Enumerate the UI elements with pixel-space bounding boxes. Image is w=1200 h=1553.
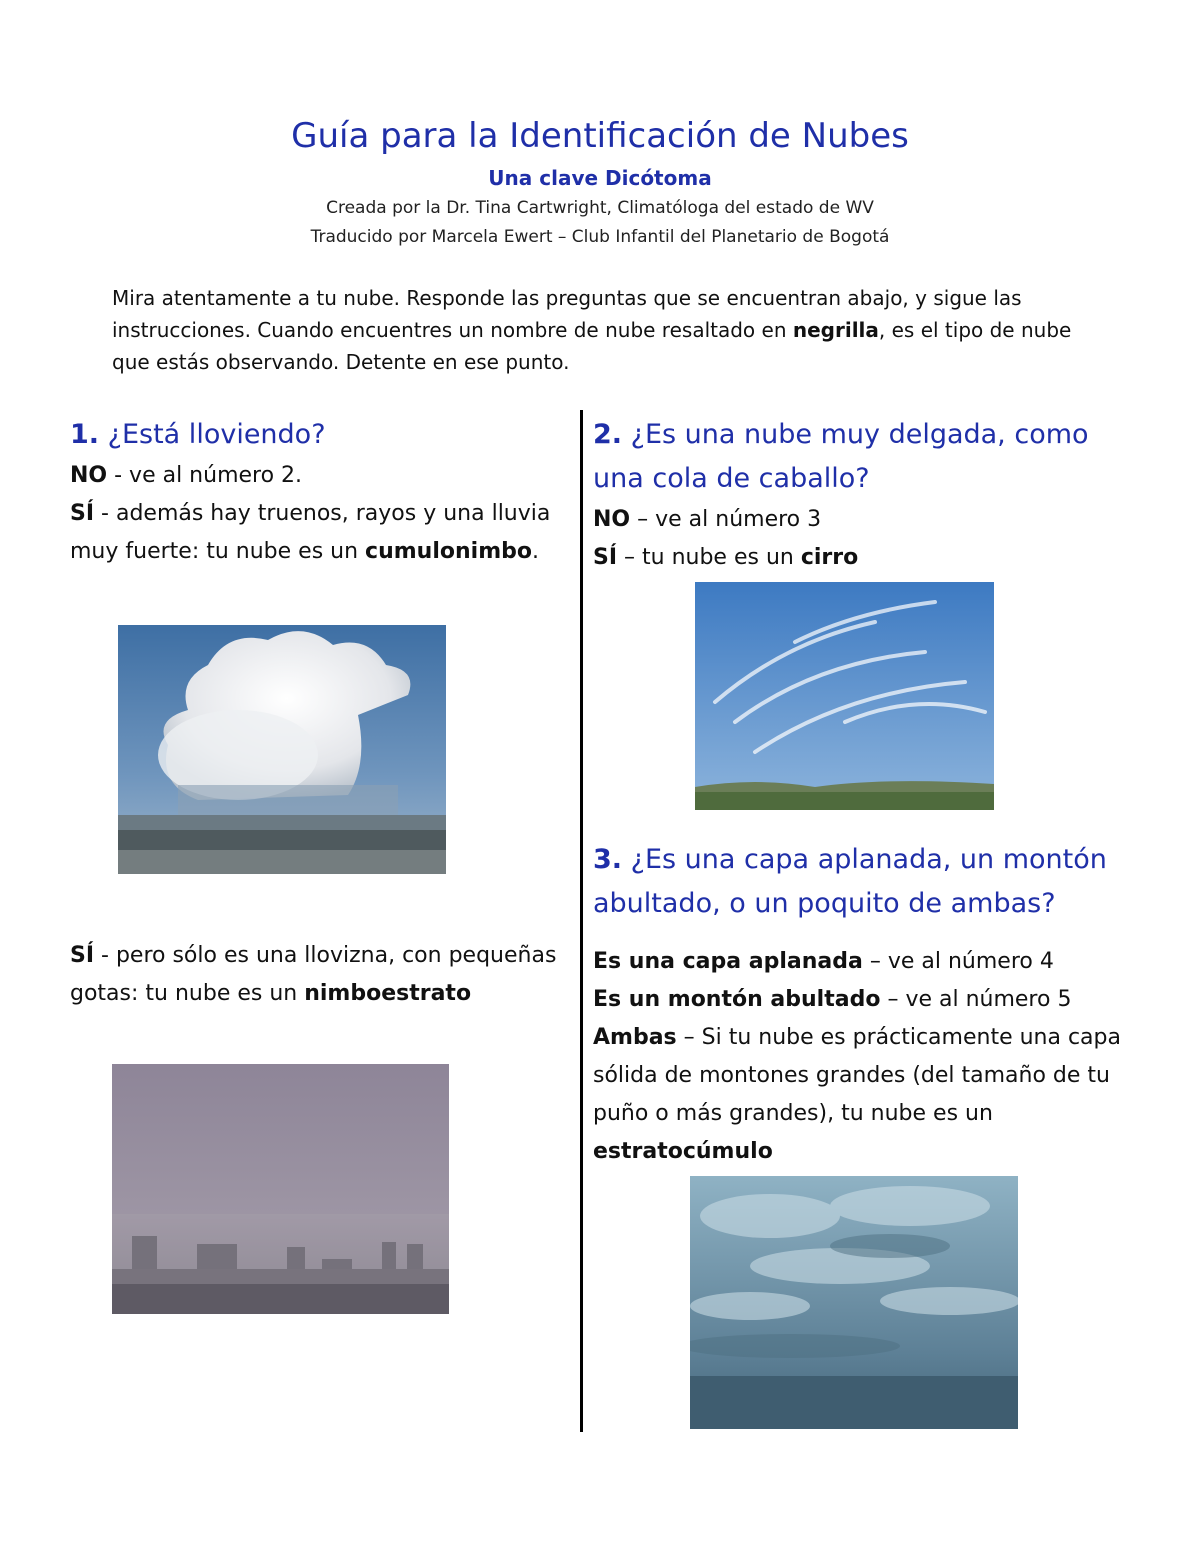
- q1-no-text: - ve al número 2.: [107, 463, 303, 488]
- spacer: [593, 926, 1133, 943]
- question-3-text: ¿Es una capa aplanada, un montón abultado, o un poquito de ambas?: [593, 844, 1107, 919]
- page-subtitle: Una clave Dicótoma: [488, 166, 712, 190]
- q2-yes-cloud: cirro: [800, 545, 859, 570]
- question-1-text: ¿Está lloviendo?: [107, 419, 326, 450]
- question-3-option-flat: [593, 943, 1133, 981]
- question-1-drizzle-answer: [70, 937, 560, 1013]
- q1-yes2-text: - pero sólo es una llovizna, con pequeñas gotas: tu nube es un: [70, 943, 557, 1006]
- question-3-number: 3.: [593, 844, 623, 875]
- question-2-number: 2.: [593, 419, 623, 450]
- cumulonimbus-photo: [118, 625, 446, 874]
- question-2-no-answer: [593, 501, 1133, 539]
- question-1-number: 1.: [70, 419, 100, 450]
- q3-opt3-text: – Si tu nube es prácticamente una capa sólida de montones grandes (del tamaño de tu puño o más grandes), tu nube es un: [593, 1025, 1121, 1126]
- question-3-block: [593, 838, 1133, 1171]
- q1-yes1-cloud: cumulonimbo: [365, 539, 532, 564]
- question-1-heading: [70, 413, 560, 457]
- question-1-no-answer: [70, 457, 560, 495]
- question-2-yes-answer: [593, 539, 1133, 577]
- q1-yes2-label: SÍ: [70, 943, 95, 968]
- question-1-block: [70, 413, 560, 571]
- q2-yes-label: SÍ: [593, 545, 618, 570]
- q3-opt2-text: – ve al número 5: [880, 987, 1072, 1012]
- question-2-block: [593, 413, 1133, 577]
- cirrus-photo: [695, 582, 994, 810]
- question-3-heading: [593, 838, 1133, 926]
- q3-opt1-label: Es una capa aplanada: [593, 949, 863, 974]
- q3-opt2-label: Es un montón abultado: [593, 987, 881, 1012]
- stratocumulus-photo: [690, 1176, 1018, 1429]
- q1-yes2-cloud: nimboestrato: [304, 981, 472, 1006]
- q3-opt1-text: – ve al número 4: [862, 949, 1054, 974]
- author-credit: Creada por la Dr. Tina Cartwright, Climatóloga del estado de WV: [326, 198, 874, 218]
- question-3-option-both: [593, 1019, 1133, 1171]
- question-1-yes-answer: [70, 495, 560, 571]
- q3-opt3-label: Ambas: [593, 1025, 677, 1050]
- intro-text-part1: Mira atentamente a tu nube. Responde las preguntas que se encuentran abajo, y sigue las instrucciones. Cuando encuentres un nombre de nube resaltado en: [112, 286, 1022, 342]
- q1-yes2-line: [70, 937, 560, 1013]
- intro-bold-word: negrilla: [792, 318, 879, 342]
- translator-credit: Traducido por Marcela Ewert – Club Infantil del Planetario de Bogotá: [310, 227, 890, 247]
- q3-opt3-cloud: estratocúmulo: [593, 1139, 773, 1164]
- q1-yes1-end: .: [531, 539, 539, 564]
- q1-yes1-label: SÍ: [70, 501, 95, 526]
- intro-paragraph: [112, 282, 1102, 378]
- column-divider: [580, 410, 583, 1432]
- page-title: Guía para la Identificación de Nubes: [291, 116, 909, 156]
- q2-no-text: – ve al número 3: [630, 507, 822, 532]
- question-2-heading: [593, 413, 1133, 501]
- intro-text-part2: , es el tipo de nube que estás observando. Detente en ese punto.: [112, 318, 1072, 374]
- q2-no-label: NO: [593, 507, 631, 532]
- question-3-option-heap: [593, 981, 1133, 1019]
- q1-yes1-text: - además hay truenos, rayos y una lluvia muy fuerte: tu nube es un: [70, 501, 551, 564]
- q2-yes-text: – tu nube es un: [617, 545, 801, 570]
- question-2-text: ¿Es una nube muy delgada, como una cola de caballo?: [593, 419, 1089, 494]
- nimbostratus-photo: [112, 1064, 449, 1314]
- q1-no-label: NO: [70, 463, 108, 488]
